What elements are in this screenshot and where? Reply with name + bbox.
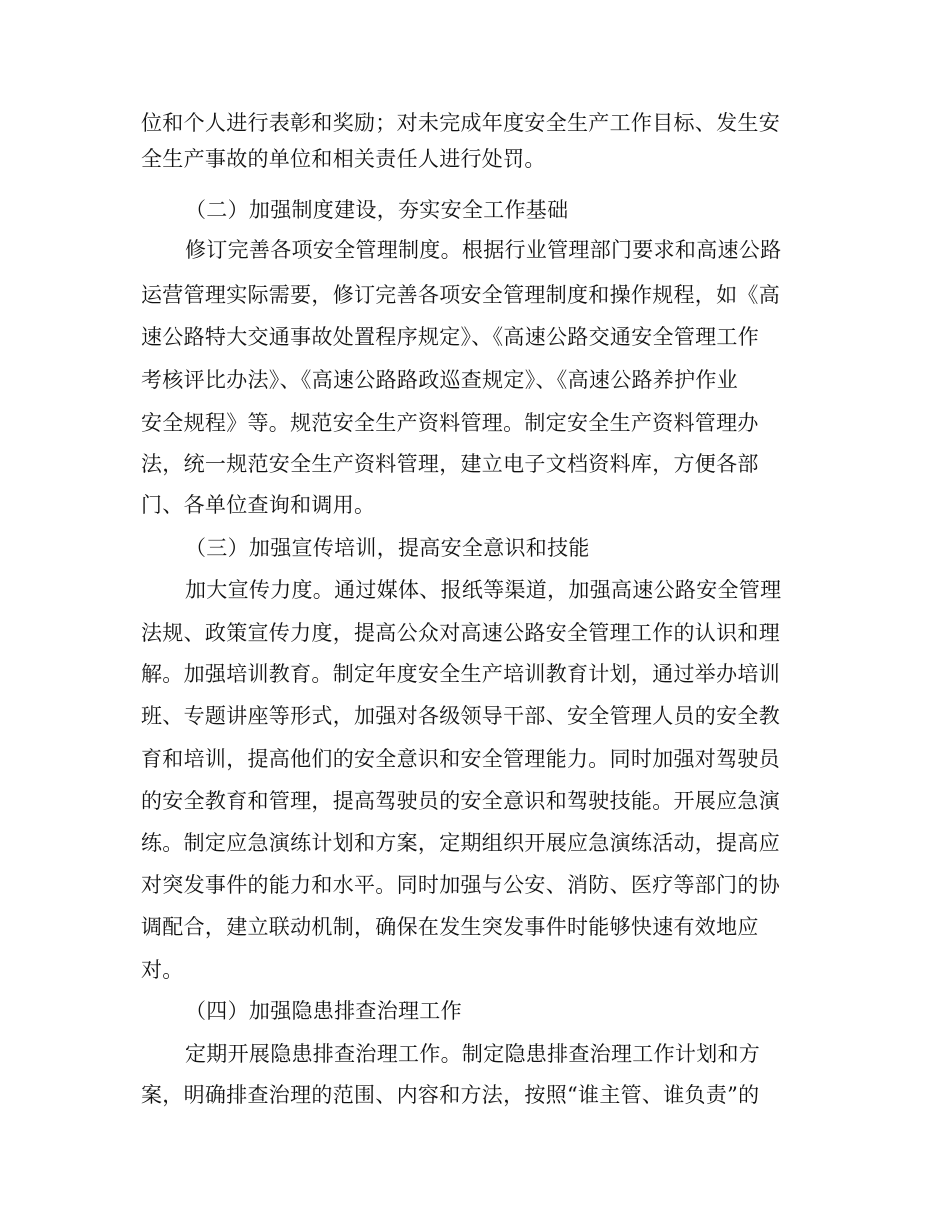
paragraph-line: 调配合，建立联动机制，确保在发生突发事件时能够快速有效地应	[141, 915, 759, 939]
paragraph-line: 修订完善各项安全管理制度。根据行业管理部门要求和高速公路	[185, 238, 782, 262]
paragraph-line: 对。	[141, 958, 184, 982]
paragraph-line: 育和培训，提高他们的安全意识和安全管理能力。同时加强对驾驶员	[141, 747, 780, 771]
paragraph-line: 运营管理实际需要，修订完善各项安全管理制度和操作规程，如《高	[141, 283, 780, 307]
paragraph-line: 安全规程》等。规范安全生产资料管理。制定安全生产资料管理办	[141, 411, 759, 435]
section-heading-2: （二）加强制度建设，夯实安全工作基础	[185, 198, 569, 222]
paragraph-line: 练。制定应急演练计划和方案，定期组织开展应急演练活动，提高应	[141, 831, 780, 855]
paragraph-line: 班、专题讲座等形式，加强对各级领导干部、安全管理人员的安全教	[141, 704, 780, 728]
paragraph-line: 法，统一规范安全生产资料管理，建立电子文档资料库，方便各部	[141, 452, 759, 476]
paragraph-line: 定期开展隐患排查治理工作。制定隐患排查治理工作计划和方	[185, 1042, 761, 1066]
paragraph-line: 考核评比办法》、《高速公路路政巡查规定》、《高速公路养护作业	[141, 368, 738, 392]
paragraph-line: 门、各单位查询和调用。	[141, 493, 376, 517]
paragraph-line: 案，明确排查治理的范围、内容和方法，按照“谁主管、谁负责”的	[141, 1083, 760, 1107]
paragraph-line: 速公路特大交通事故处置程序规定》、《高速公路交通安全管理工作	[141, 325, 759, 349]
paragraph-line: 的安全教育和管理，提高驾驶员的安全意识和驾驶技能。开展应急演	[141, 789, 780, 813]
paragraph-line: 加大宣传力度。通过媒体、报纸等渠道，加强高速公路安全管理	[185, 578, 782, 602]
section-heading-3: （三）加强宣传培训，提高安全意识和技能	[185, 536, 590, 560]
paragraph-line: 全生产事故的单位和相关责任人进行处罚。	[141, 147, 546, 171]
section-heading-4: （四）加强隐患排查治理工作	[185, 999, 462, 1023]
paragraph-line: 对突发事件的能力和水平。同时加强与公安、消防、医疗等部门的协	[141, 873, 780, 897]
paragraph-line: 解。加强培训教育。制定年度安全生产培训教育计划，通过举办培训	[141, 662, 780, 686]
paragraph-line: 法规、政策宣传力度，提高公众对高速公路安全管理工作的认识和理	[141, 621, 780, 645]
paragraph-line: 位和个人进行表彰和奖励；对未完成年度安全生产工作目标、发生安	[141, 111, 780, 135]
